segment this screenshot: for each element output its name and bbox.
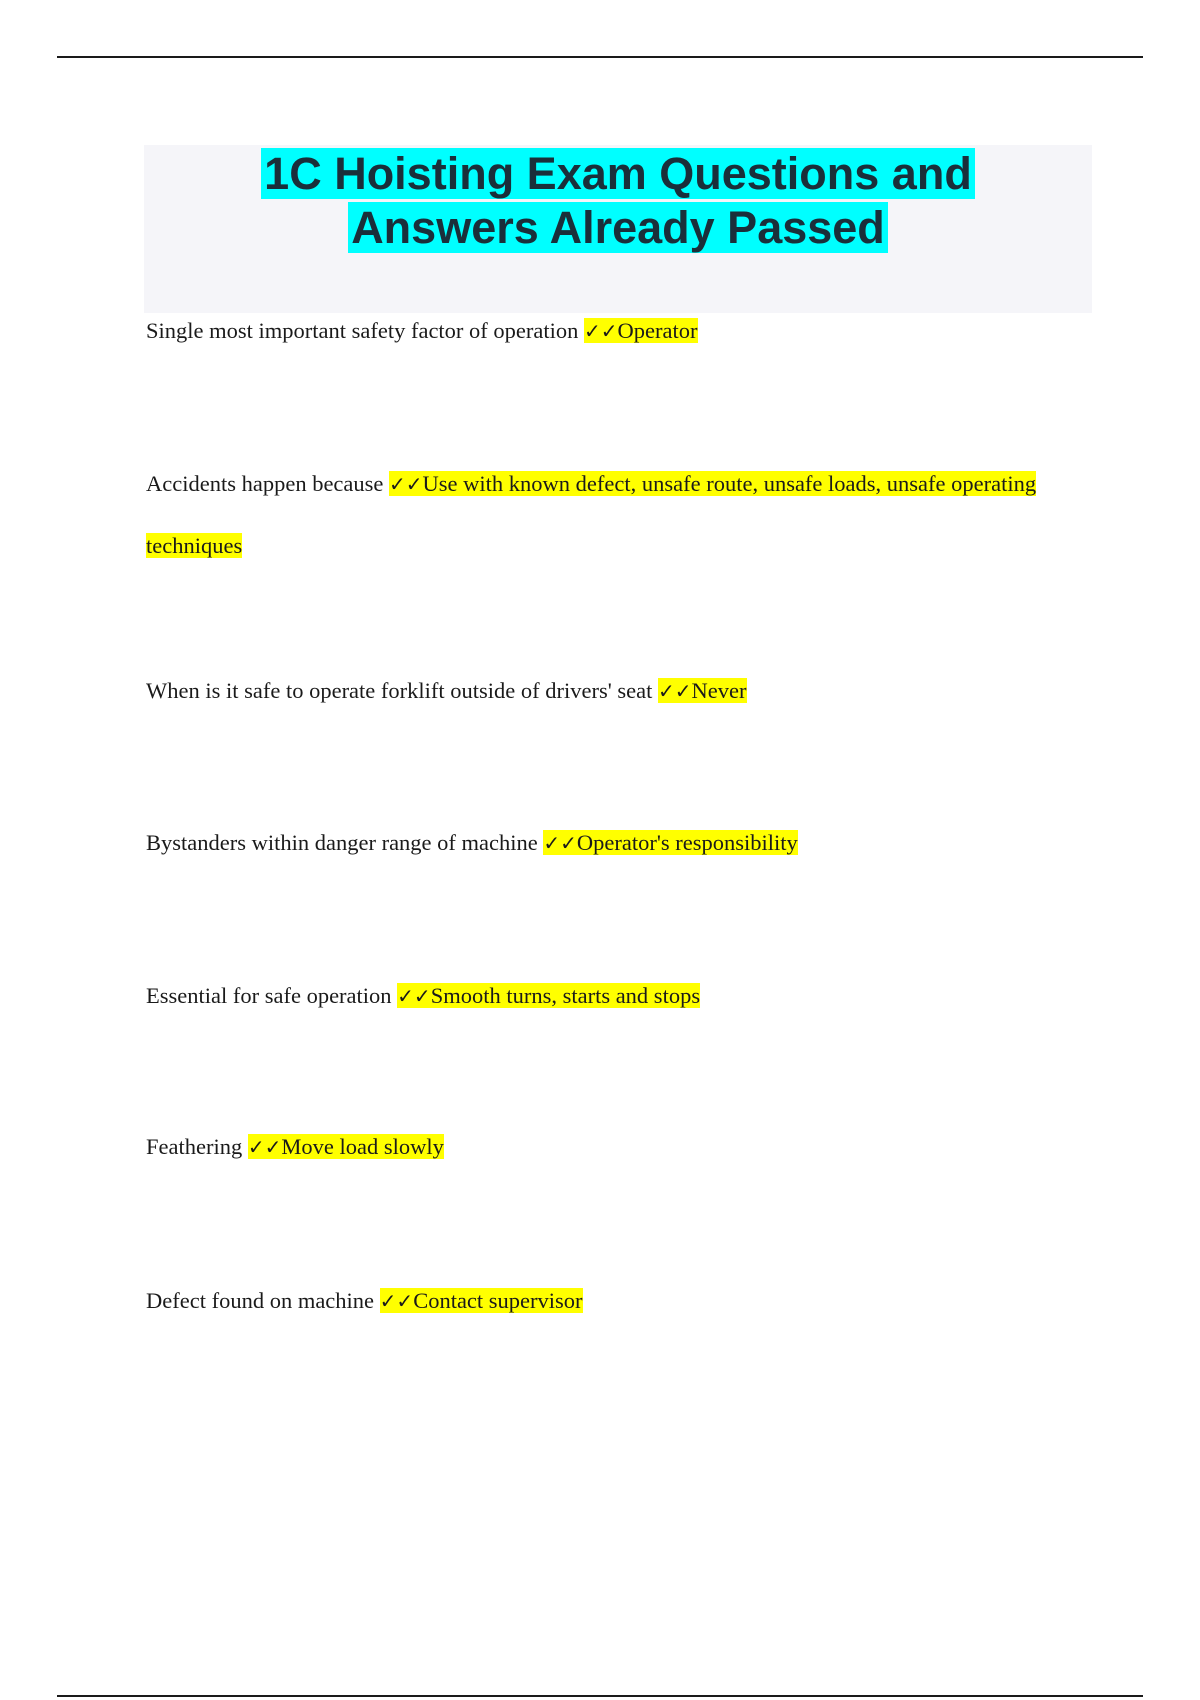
double-check-icon: ✓✓ [658, 679, 692, 703]
document-title [144, 147, 1092, 255]
answer-text: Move load slowly [281, 1134, 444, 1159]
question-text: When is it safe to operate forklift outside of drivers' seat [146, 678, 653, 703]
question-text: Feathering [146, 1134, 243, 1159]
header-rule [57, 56, 1143, 58]
footer-rule [57, 1695, 1143, 1697]
question-text: Single most important safety factor of operation [146, 318, 579, 343]
title-line-1: 1C Hoisting Exam Questions and [261, 148, 975, 199]
question-text: Bystanders within danger range of machine [146, 830, 538, 855]
double-check-icon: ✓✓ [247, 1135, 282, 1159]
qa-item [146, 812, 1046, 874]
answer-text: Never [691, 678, 747, 703]
question-text: Accidents happen because [146, 471, 384, 496]
double-check-icon: ✓✓ [584, 319, 618, 343]
qa-item [146, 965, 1046, 1027]
qa-item [146, 300, 1046, 362]
answer-highlight [543, 830, 797, 855]
answer-highlight [397, 983, 700, 1008]
answer-highlight [248, 1134, 444, 1159]
answer-text: Contact supervisor [413, 1288, 583, 1313]
double-check-icon: ✓✓ [397, 984, 431, 1008]
answer-text: Use with known defect, unsafe route, unsafe loads, unsafe operating techniques [146, 471, 1037, 558]
double-check-icon: ✓✓ [389, 472, 423, 496]
double-check-icon: ✓✓ [379, 1289, 414, 1313]
answer-text: Smooth turns, starts and stops [430, 983, 701, 1008]
question-text: Essential for safe operation [146, 983, 392, 1008]
qa-item [146, 1116, 1046, 1178]
qa-item [146, 453, 1046, 576]
double-check-icon: ✓✓ [543, 831, 577, 855]
qa-item [146, 660, 1046, 722]
answer-text: Operator [617, 318, 698, 343]
question-text: Defect found on machine [146, 1288, 375, 1313]
title-line-2: Answers Already Passed [348, 202, 888, 253]
answer-highlight [380, 1288, 583, 1313]
answer-text: Operator's responsibility [576, 830, 798, 855]
answer-highlight [658, 678, 746, 703]
qa-item [146, 1270, 1046, 1332]
answer-highlight [584, 318, 697, 343]
